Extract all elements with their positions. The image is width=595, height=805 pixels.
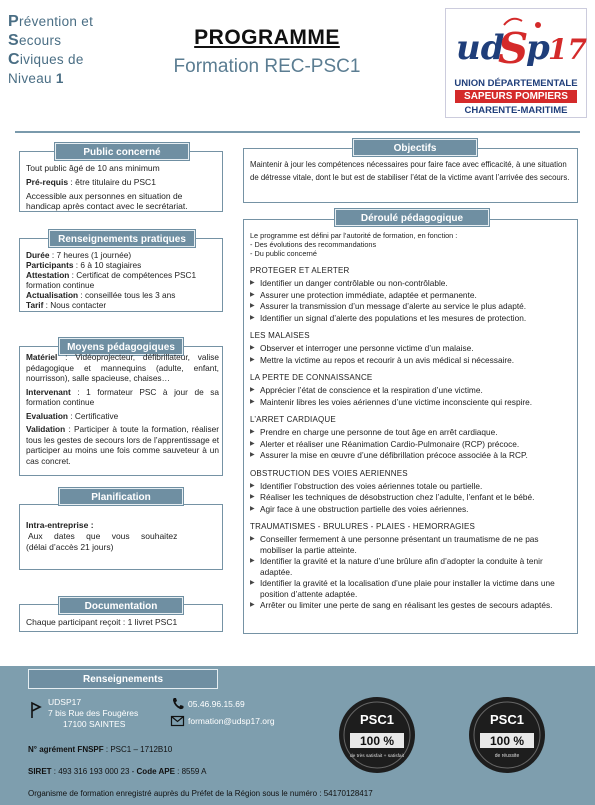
svg-text:de très satisfait + satisfait: de très satisfait + satisfait [350, 754, 404, 759]
deroule-item-text: Maintenir libres les voies aériennes d’une victime inconsciente qui respire. [260, 396, 533, 407]
title-sub: Formation REC-PSC1 [173, 56, 361, 77]
svg-text:100 %: 100 % [489, 734, 525, 748]
bullet-triangle-icon: ▶ [250, 580, 255, 586]
deroule-item-text: Identifier la gravité et la localisation d’une plaie pour installer la victime dans une position d’attente adaptée. [260, 578, 555, 599]
title-main: PROGRAMME [194, 26, 340, 49]
deroule-list-item [250, 397, 572, 408]
deroule-item-text: Mettre la victime au repos et recourir à un avis médical si nécessaire. [260, 354, 515, 365]
bullet-triangle-icon: ▶ [250, 387, 255, 393]
svg-text:PSC1: PSC1 [360, 712, 394, 727]
public-body: Tout public âgé de 10 ans minimum Pré-requis : être titulaire du PSC1 Accessible aux personnes en situation de handicap après contact avec le secrétariat. [26, 163, 188, 211]
deroule-item-text: Prendre en charge une personne de tout âge en arrêt cardiaque. [260, 427, 498, 437]
deroule-list-item [250, 534, 572, 555]
pratiques-body: Durée : 7 heures (1 journée) Participants : 6 à 10 stagiaires Attestation : Certificat de compétences PSC1 formation continue Actualisation : conseillée tous les 3 ans Tarif : Nous contacter [26, 250, 197, 310]
deroule-item-text: Assurer la mise en œuvre d’une défibrillation précoce associée à la RCP. [260, 450, 528, 460]
footer-email[interactable]: formation@udsp17.org [188, 716, 275, 726]
deroule-list-item [250, 439, 572, 450]
deroule-list-item [250, 313, 572, 324]
deroule-list-item [250, 600, 572, 611]
logo-text-s: S [498, 24, 529, 73]
badge-reussite [468, 696, 546, 774]
header-divider [15, 131, 580, 133]
bullet-triangle-icon: ▶ [250, 398, 255, 405]
logo-text-p: p [526, 28, 550, 68]
bullet-triangle-icon: ▶ [250, 536, 255, 542]
deroule-sections [250, 265, 572, 611]
deroule-list-item [250, 504, 572, 515]
logo-text-ud: ud [456, 28, 505, 68]
logo-dot [535, 22, 541, 28]
logo-text-17: 17 [548, 33, 587, 66]
objectifs-body: Maintenir à jour les compétences nécessaires pour faire face avec efficacité, à une situation de détresse vitale, dont le but est de stabiliser l’état de la victime avant l’arrivée des secours. [250, 160, 570, 182]
footer-agrement: N° agrément FNSPF : PSC1 – 1712B10 [28, 745, 173, 754]
bullet-triangle-icon: ▶ [250, 494, 255, 500]
deroule-item-text: Alerter et réaliser une Réanimation Cardio-Pulmonaire (RCP) précoce. [260, 438, 520, 449]
documentation-title: Documentation [59, 597, 183, 614]
udsp-logo: ud S p 17 UNION DÉPARTEMENTALE SAPEURS POMPIERS CHARENTE-MARITIME [445, 8, 587, 118]
bullet-triangle-icon: ▶ [250, 452, 255, 458]
bullet-triangle-icon: ▶ [250, 280, 255, 286]
deroule-item-text: Identifier un signal d’alerte des populations et les mesures de protection. [260, 312, 527, 323]
deroule-title: Déroulé pédagogique [335, 209, 489, 226]
footer-siret: SIRET : 493 316 193 000 23 - Code APE : 8559 A [28, 767, 207, 776]
public-title: Public concerné [55, 143, 189, 160]
badge-satisfaction [338, 696, 416, 774]
deroule-list-item [250, 385, 572, 396]
bullet-triangle-icon: ▶ [250, 429, 255, 435]
email-icon [171, 716, 184, 726]
bullet-triangle-icon: ▶ [250, 602, 255, 608]
deroule-section-heading: TRAUMATISMES - BRULURES - PLAIES - HEMORRAGIES [250, 522, 476, 531]
bullet-triangle-icon: ▶ [250, 345, 255, 351]
deroule-body: Le programme est défini par l’autorité de formation, en fonction : - Des évolutions des recommandations - Du public concerné PROTEGER ET ALERTER ▶ Identifier un danger contrôlable ou non-contrôlable. ▶ Assurer une protection immédiate, adaptée et permanente. ▶ Assurer la transmission d’un message d’alerte au service le plus adapté. ▶ Identifier un signal d’alerte des populations et les mesures de protection. LES MALAISES ▶ Observer et interroger une personne victime d’un malaise. ▶ Mettre la victime au repos et recourir à un avis médical si nécessaire. LA PERTE DE CONNAISSANCE ▶ Apprécier l’état de conscience et la respiration d’une victime. ▶ Maintenir libres les voies aériennes d’une victime inconsciente qui respire. L’ARRET CARDIAQUE ▶ Prendre en charge une personne de tout âge en arrêt cardiaque. ▶ Alerter et réaliser une Réanimation Cardio-Pulmonaire (RCP) précoce. ▶ Assurer la mise en œuvre d’une défibrillation précoce associée à la RCP. OBSTRUCTION DES VOIES AERIENNES ▶ Identifier l’obstruction des voies aériennes totale ou partielle. ▶ Réaliser les techniques de désobstruction chez l’adulte, l’enfant et le bébé. ▶ Agir face à une obstruction partielle des voies aériennes. TRAUMATISMES - BRULURES - PLAIES - HEMORRAGIES ▶ Conseiller fermement à une personne présentant un traumatisme de ne pas mobiliser la partie atteinte. ▶ Identifier la gravité et la nature d’une brûlure afin d’adopter la conduite à tenir adaptée. ▶ Identifier la gravité et la localisation d’une plaie pour installer la victime dans une position d’attente adaptée. ▶ Arrêter ou limiter une perte de sang en réalisant les gestes de secours adaptés. [250, 231, 572, 612]
footer-organisme: Organisme de formation enregistré auprès du Préfet de la Région sous le numéro : 54170128417 [28, 789, 373, 798]
bullet-triangle-icon: ▶ [250, 440, 255, 447]
deroule-list-item [250, 481, 572, 492]
deroule-section-heading: LA PERTE DE CONNAISSANCE [250, 373, 373, 382]
deroule-list-item [250, 556, 572, 577]
deroule-list-item [250, 427, 572, 438]
deroule-list-item [250, 290, 572, 301]
deroule-item-text: Observer et interroger une personne victime d’un malaise. [260, 343, 474, 353]
location-icon [31, 701, 41, 719]
moyens-title: Moyens pédagogiques [59, 338, 183, 355]
bullet-triangle-icon: ▶ [250, 558, 255, 564]
deroule-item-text: Identifier l’obstruction des voies aériennes totale ou partielle. [260, 480, 483, 491]
svg-text:PSC1: PSC1 [490, 712, 524, 727]
deroule-section-heading: LES MALAISES [250, 331, 310, 340]
deroule-list-item [250, 578, 572, 599]
deroule-section-heading: L’ARRET CARDIAQUE [250, 415, 336, 424]
bullet-triangle-icon: ▶ [250, 303, 255, 309]
svg-text:de réussite: de réussite [494, 753, 520, 759]
phone-icon [172, 697, 184, 710]
svg-text:100 %: 100 % [359, 734, 395, 748]
deroule-item-text: Identifier la gravité et la nature d’une brûlure afin d’adopter la conduite à tenir adaptée. [260, 556, 543, 577]
pratiques-title: Renseignements pratiques [49, 230, 195, 247]
deroule-list-item [250, 278, 572, 289]
documentation-body: Chaque participant reçoit : 1 livret PSC1 [26, 617, 178, 627]
deroule-item-text: Identifier un danger contrôlable ou non-contrôlable. [260, 278, 448, 288]
bullet-triangle-icon: ▶ [250, 505, 255, 512]
footer-address: UDSP17 7 bis Rue des Fougères 17100 SAINTES [48, 697, 139, 729]
deroule-section-heading: OBSTRUCTION DES VOIES AERIENNES [250, 468, 408, 478]
deroule-section-heading: PROTEGER ET ALERTER [250, 266, 350, 275]
deroule-list-item [250, 343, 572, 354]
deroule-item-text: Apprécier l’état de conscience et la respiration d’une victime. [260, 385, 483, 395]
bullet-triangle-icon: ▶ [250, 482, 255, 489]
planification-body: Intra-entreprise : Aux dates que vous souhaitez (délai d’accès 21 jours) [26, 520, 178, 552]
deroule-list-item [250, 301, 572, 312]
bullet-triangle-icon: ▶ [250, 356, 255, 363]
deroule-item-text: Réaliser les techniques de désobstruction chez l’adulte, l’enfant et le bébé. [260, 492, 535, 502]
deroule-list-item [250, 450, 572, 461]
deroule-list-item [250, 355, 572, 366]
page-title [156, 26, 378, 78]
deroule-item-text: Agir face à une obstruction partielle des voies aériennes. [260, 503, 469, 514]
planification-title: Planification [59, 488, 183, 505]
footer-phone: 05.46.96.15.69 [188, 699, 245, 709]
deroule-item-text: Assurer une protection immédiate, adaptée et permanente. [260, 289, 477, 300]
bullet-triangle-icon: ▶ [250, 314, 255, 321]
deroule-item-text: Conseiller fermement à une personne présentant un traumatisme de ne pas mobiliser la partie atteinte. [260, 534, 539, 555]
deroule-item-text: Assurer la transmission d’un message d’alerte au service le plus adapté. [260, 301, 527, 311]
moyens-body: Matériel : Vidéoprojecteur, défibrillateur, valise pédagogique et mannequins (adulte, enfant, nourrisson), salle spacieuse, chaises… Intervenant : 1 formateur PSC à jour de sa formation continue Evaluation : Certificative Validation : Participer à toute la formation, réaliser tous les gestes de secours lors de l’apprentissage et participer au moins une fois comme sauveteur à un cas concret. [26, 352, 219, 466]
logo-mark [452, 11, 587, 77]
deroule-item-text: Arrêter ou limiter une perte de sang en réalisant les gestes de secours adaptés. [260, 600, 553, 610]
bullet-triangle-icon: ▶ [250, 291, 255, 298]
footer-title: Renseignements [28, 669, 218, 689]
program-name: Prévention et Secours Civiques de Niveau 1 [8, 13, 94, 86]
deroule-list-item [250, 492, 572, 503]
objectifs-title: Objectifs [353, 139, 477, 156]
